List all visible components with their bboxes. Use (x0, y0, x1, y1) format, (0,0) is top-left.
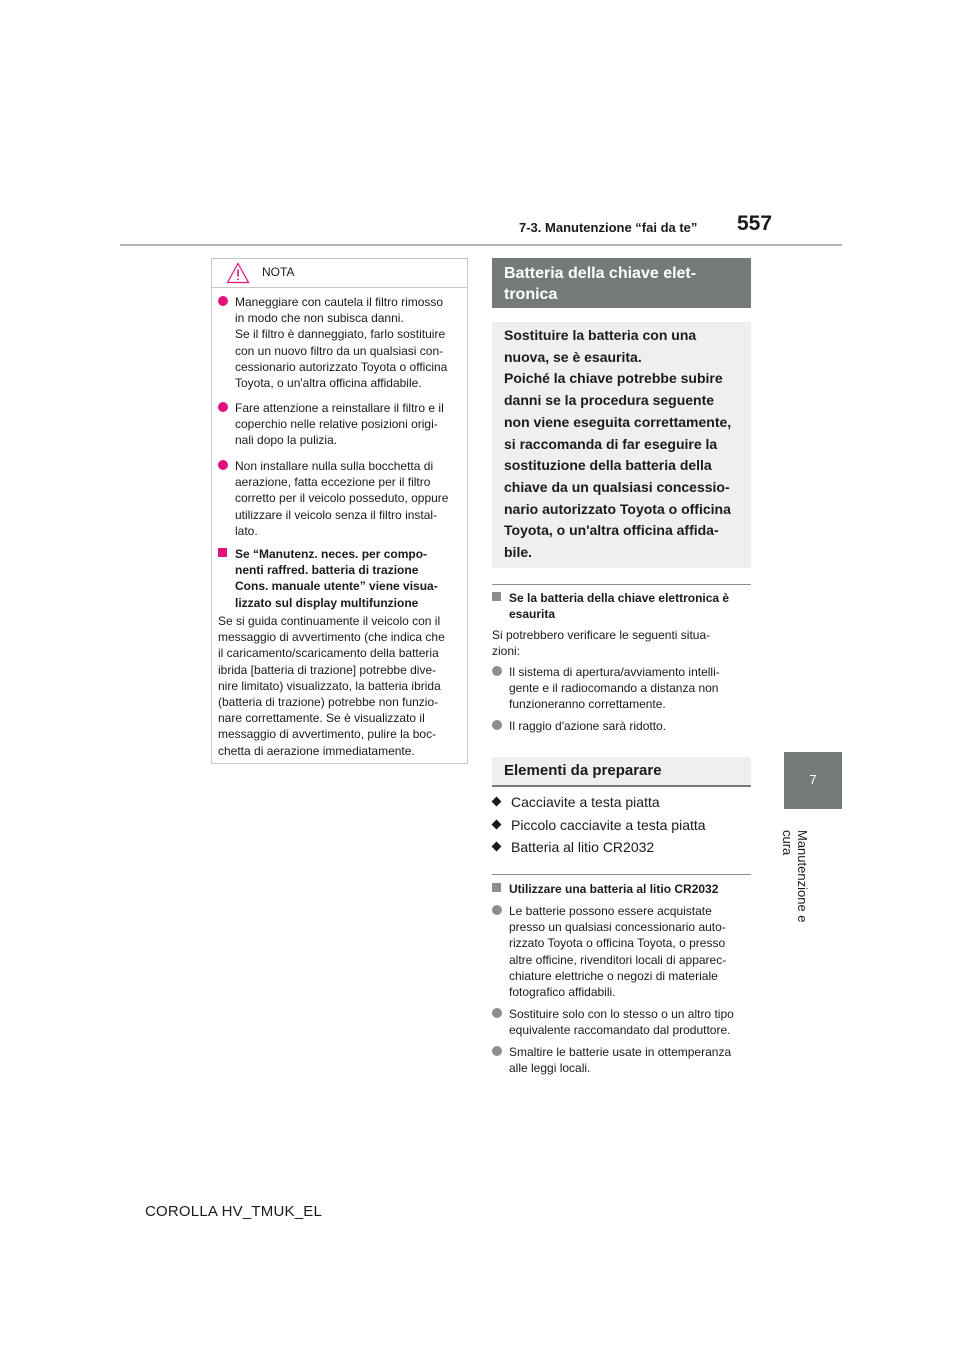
items-heading-box (492, 757, 751, 785)
chapter-number: 7 (809, 772, 817, 787)
page-number: 557 (737, 212, 773, 235)
list-item: Le batterie possono essere acquistate presso un qualsiasi concessionario auto- rizzato Toyota o officina Toyota, o presso altre officine, rivenditori locali di apparec- chiature elettriche o negozi di materiale fotografico affidabili. (492, 903, 751, 1000)
nota-divider (212, 287, 467, 288)
note-heading: Utilizzare una batteria al litio CR2032 (492, 881, 751, 897)
battery-heading-box (492, 258, 751, 308)
square-bullet-icon (492, 592, 501, 601)
list-item: Maneggiare con cautela il filtro rimosso in modo che non subisca danni. Se il filtro è danneggiato, farlo sostituire con un nuovo filtro da un qualsiasi con- cessionario autorizzato Toyota o officina Toyota, o un'altra officina affidabile. (218, 294, 466, 391)
warning-triangle-icon (226, 262, 250, 284)
chapter-title: Manutenzione e cura (780, 830, 810, 923)
square-bullet-icon (492, 883, 501, 892)
list-item: Il raggio d'azione sarà ridotto. (492, 718, 751, 734)
battery-intro-box (492, 322, 751, 568)
list-item: Cacciavite a testa piatta (493, 794, 660, 810)
list-item: Fare attenzione a reinstallare il filtro e il coperchio nelle relative posizioni origi- nali dopo la pulizia. (218, 400, 466, 449)
list-item: Smaltire le batterie usate in ottemperanza alle leggi locali. (492, 1044, 751, 1076)
section-divider (492, 584, 751, 585)
section-divider (492, 874, 751, 875)
section-title: 7-3. Manutenzione “fai da te” (519, 220, 698, 235)
list-item: Il sistema di apertura/avviamento intelli- gente e il radiocomando a distanza non funzioneranno correttamente. (492, 664, 751, 713)
list-item: Non installare nulla sulla bocchetta di aerazione, fatta eccezione per il filtro corretto per il veicolo posseduto, oppure utilizzare il veicolo senza il filtro instal- lato. (218, 458, 466, 539)
list-item: Sostituire solo con lo stesso o un altro tipo equivalente raccomandato dal produttore. (492, 1006, 751, 1038)
square-bullet-icon (218, 548, 227, 557)
diamond-bullet-icon (492, 797, 502, 807)
depleted-text: Si potrebbero verificare le seguenti situa- zioni: (492, 628, 711, 659)
items-heading-underline (492, 785, 751, 787)
battery-heading: Batteria della chiave elet- tronica (504, 265, 697, 303)
bullet-icon (492, 1008, 502, 1018)
bullet-icon (218, 296, 228, 306)
chapter-tab (784, 752, 842, 809)
diamond-bullet-icon (492, 820, 502, 830)
depleted-heading: Se la batteria della chiave elettronica è esaurita (492, 590, 751, 622)
bullet-icon (492, 1046, 502, 1056)
nota-box (211, 258, 468, 764)
nota-header (212, 259, 467, 287)
bullet-icon (218, 402, 228, 412)
nota-subheading: Se “Manutenz. neces. per compo- nenti raffred. batteria di trazione Cons. manuale utente” viene visua- lizzato sul display multifunzione (218, 546, 466, 611)
header-divider (120, 244, 842, 246)
nota-label: NOTA (262, 265, 295, 279)
bullet-icon (492, 905, 502, 915)
bullet-icon (492, 720, 502, 730)
footer-model-code: COROLLA HV_TMUK_EL (145, 1203, 322, 1220)
list-item: Piccolo cacciavite a testa piatta (493, 817, 706, 833)
bullet-icon (218, 460, 228, 470)
items-heading: Elementi da preparare (504, 762, 662, 779)
battery-intro: Sostituire la batteria con una nuova, se è esaurita. Poiché la chiave potrebbe subire danni se la procedura seguente non viene eseguita correttamente, si raccomanda di far eseguire la sostituzione della batteria della chiave da un qualsiasi concessio- nario autorizzato Toyota o officina Toyota, o un'altra officina affida- bile. (504, 327, 732, 561)
bullet-icon (492, 666, 502, 676)
diamond-bullet-icon (492, 842, 502, 852)
list-item: Batteria al litio CR2032 (493, 839, 654, 855)
nota-paragraph: Se si guida continuamente il veicolo con il messaggio di avvertimento (che indica che il caricamento/scaricamento della batteria ibrida [batteria di trazione] potrebbe dive- nire limitato) visualizzato, la batteria ibrida (batteria di trazione) potrebbe non funzio- nare correttamente. Se è visualizzato il messaggio di avvertimento, pulire la boc- chetta di aerazione immediatamente. (218, 614, 445, 758)
